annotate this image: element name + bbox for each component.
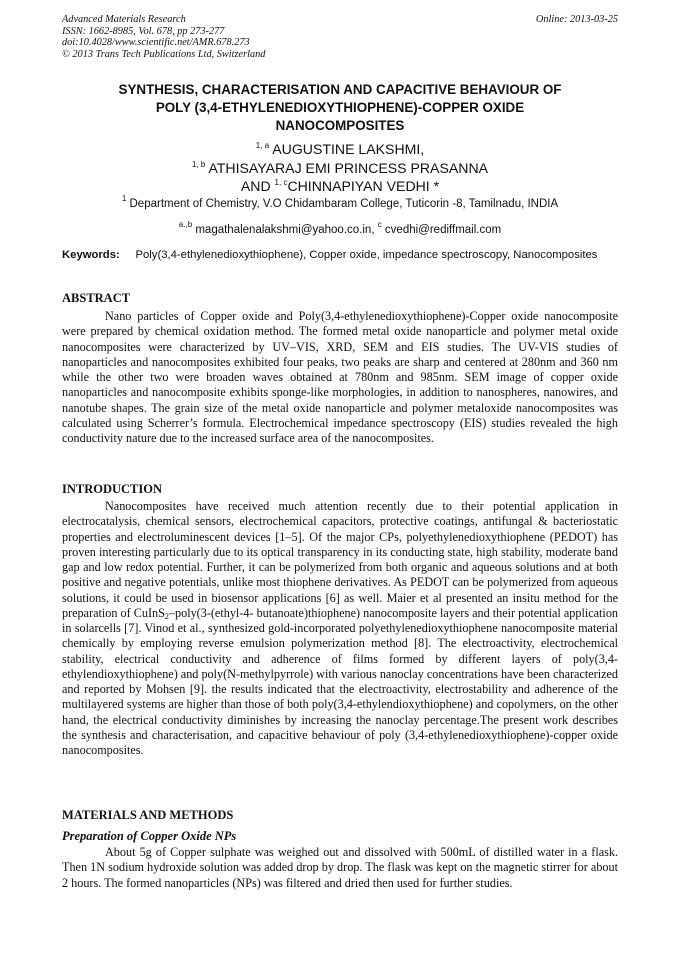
author-2 [62,159,618,178]
journal-header [62,14,618,60]
abstract-heading: ABSTRACT [62,291,131,305]
author-1 [62,140,618,159]
author-3 [62,177,618,196]
copyright-line: © 2013 Trans Tech Publications Ltd, Switzerland [62,48,266,60]
keywords [62,248,618,263]
methods-subheading: Preparation of Copper Oxide NPs [62,829,237,843]
author-2-affiliation-mark: 1, b [191,159,206,169]
title-line-1: SYNTHESIS, CHARACTERISATION AND CAPACITIVE BEHAVIOUR OF [118,82,562,97]
email-2[interactable]: cvedhi@rediffmail.com [384,224,502,236]
introduction-text [62,499,618,758]
online-date: Online: 2013-03-25 [535,14,618,25]
email-1-mark: a.,b [178,220,193,229]
title-line-2: POLY (3,4-ETHYLENEDIOXYTHIOPHENE)-COPPER OXIDE [155,100,525,115]
affiliation-mark: 1 [121,194,127,203]
introduction-text-part-2: –poly(3-(ethyl-4- butanoate)thiophene) nanocomposite layers and their potential application in solarcells [7]. Vinod et al., synthesized gold-incorporated polyethylenedioxythiophene nanocomposite material chemically by employing reverse emulsion polymerization method [8]. The electroactivity, electrochemical stability, electrical conductivity and adherence of films formed by different layers of poly(3,4-ethylendioxythiophene) and poly(N-methylpyrrole) with various nanoclay concentrations have been characterized and reported by Mohsen [9]. the results indicated that the electroactivity, electrostability and adherence of the multilayered systems are higher than those of both poly(3,4-ethylendioxythiophene) and copolymers, on the other hand, the electrical conductivity diminishes by increasing the nanoclay percentage.The present work describes the synthesis and characterisation, and capacitive behaviour of poly (3,4-ethylenedioxythiophene)-copper oxide nanocomposites. [62,605,619,757]
author-and: AND [240,178,271,194]
affiliation [62,194,618,211]
title-line-3: NANOCOMPOSITES [275,118,405,133]
introduction-text-part-1: Nanocomposites have received much attention recently due to their potential application in electrocatalysis, chemical sensors, electrochemical capacitors, protective coatings, antifungal & bacteriostatic properties and electroluminescent devices [1–5]. Of the major CPs, polyethylenedioxythiophene (PEDOT) has proven interesting particularly due to its optical transparency in its conducting state, high stability, moderate band gap and low redox potential. Further, it can be polymerized from both organic and aqueous solutions and at both positive and negative potentials, unlike most thiophene derivatives. As PEDOT can be polymerized from aqueous solutions, it could be used in biosensor applications [6] as well. Maier et al presented an insitu method for the preparation of CuInS [62,499,618,620]
email-1[interactable]: magathalenalakshmi@yahoo.co.in, [195,224,375,236]
email-2-mark: c [377,220,382,229]
author-list [62,140,618,196]
formula-subscript: 2 [164,611,169,621]
author-1-name: AUGUSTINE LAKSHMI, [272,141,425,157]
methods-text: About 5g of Copper sulphate was weighed out and dissolved with 500mL of distilled water in a flask. Then 1N sodium hydroxide solution was added drop by drop. The flask was kept on the magnetic stirrer for about 2 hours. The formed nanoparticles (NPs) was filtered and dried then used for further studies. [62,845,618,890]
author-1-affiliation-mark: 1, a [255,141,270,150]
contact-emails [62,220,618,237]
author-3-name: CHINNAPIYAN VEDHI * [287,178,440,194]
keywords-label: Keywords: [62,249,120,261]
author-3-affiliation-mark: 1, c [274,178,288,187]
author-2-name: ATHISAYARAJ EMI PRINCESS PRASANNA [208,159,489,176]
introduction-heading: INTRODUCTION [62,482,163,496]
doi-line: doi:10.4028/www.scientific.net/AMR.678.273 [62,37,250,48]
affiliation-text: Department of Chemistry, V.O Chidambaram College, Tuticorin -8, Tamilnadu, INDIA [129,198,559,210]
paper-title [62,81,618,135]
journal-name: Advanced Materials Research [62,14,186,25]
keywords-text: Poly(3,4-ethylenedioxythiophene), Copper oxide, impedance spectroscopy, Nanocomposites [135,249,598,261]
abstract-text: Nano particles of Copper oxide and Poly(3,4-ethylenedioxythiophene)-Copper oxide nanocomposite were prepared by chemical oxidation method. The formed metal oxide nanoparticle and polymer metal oxide nanocomposites were characterized by UV–VIS, XRD, SEM and EIS studies. The UV-VIS studies of nanoparticles and nanocomposites exhibited four peaks, two peaks are sharp and centered at 280nm and 360 nm while the other two were broaden waves obtained at 780nm and 985nm. SEM image of copper oxide nanoparticles and nanocomposite exhibits sponge-like morphologies, in addition to nanospheres, nanowires, and nanotube shapes. The grain size of the metal oxide nanoparticle and polymer metaloxide nanocomposites was calculated using Scherrer’s formula. Electrochemical impedance spectroscopy (EIS) studies revealed the high conductivity nature due to the increased surface area of the nanocomposites. [62,309,618,445]
issn-line: ISSN: 1662-8985, Vol. 678, pp 273-277 [62,25,225,37]
methods-heading: MATERIALS AND METHODS [62,808,234,822]
